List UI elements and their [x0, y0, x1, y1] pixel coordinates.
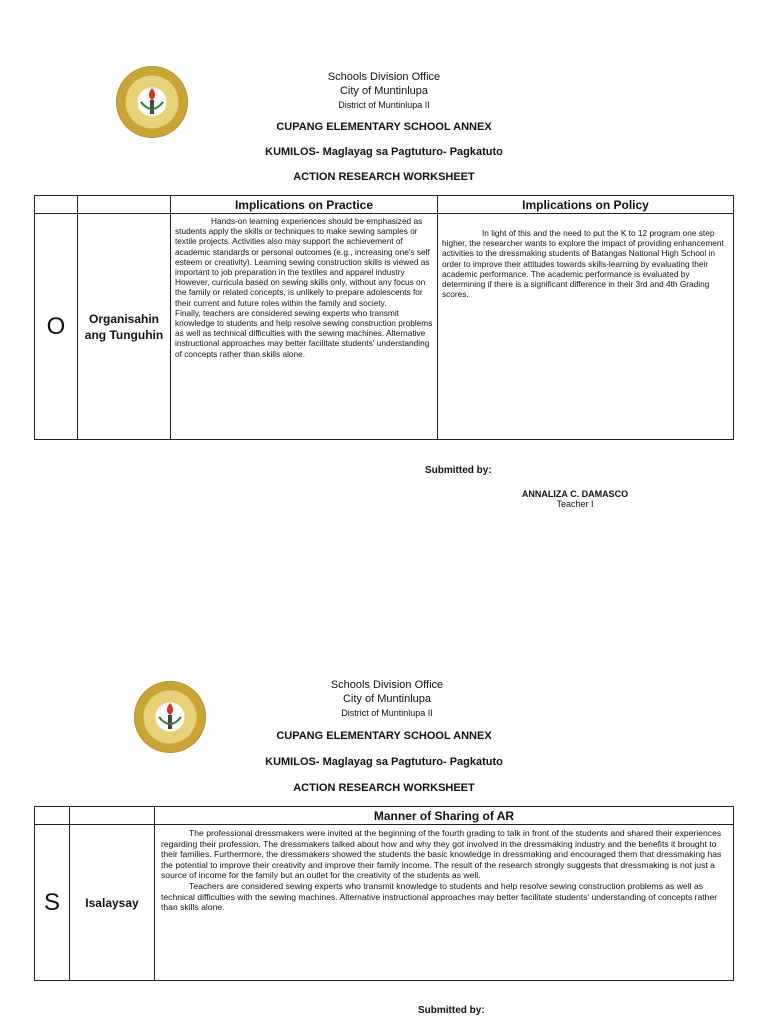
torch-icon — [156, 701, 184, 733]
city-name: City of Muntinlupa — [339, 85, 429, 97]
practice-paragraph-2: Finally, teachers are considered sewing experts who transmit knowledge to students and help resolve sewing construction problems as well as technical difficulties with the sewing machines. Alternative instructional approaches may better facilitate students' understanding of concepts rather than skills alone. — [175, 307, 433, 359]
submitted-by-label: Submitted by: — [418, 1005, 485, 1016]
district-name: District of Muntinlupa II — [341, 708, 433, 718]
city-name: City of Muntinlupa — [342, 693, 432, 705]
header-policy: Implications on Policy — [438, 196, 734, 214]
header-manner: Manner of Sharing of AR — [155, 807, 734, 825]
motto: KUMILOS- Maglayag sa Pagtuturo- Pagkatuto — [265, 756, 503, 768]
office-name: Schools Division Office — [327, 71, 441, 83]
row-letter: S — [35, 825, 70, 981]
worksheet-title: ACTION RESEARCH WORKSHEET — [293, 782, 475, 794]
manner-paragraph-2: Teachers are considered sewing experts who transmit knowledge to students and help resolve sewing construction problems as well as technical difficulties with the sewing machines. Alternative instructional approaches may better facilitate students' understanding of concepts rather than skills alone. — [161, 880, 718, 913]
policy-paragraph: In light of this and the need to put the K to 12 program one step higher, the researcher wants to explore the impact of providing enhancement activities to the dressmaking students of Batangas National High School in order to improve their attitudes towards skills-learning by evaluating their academic performance. The academic performance is evaluated by determining if there is a significant difference in their 3rd and 4th Grading scores. — [442, 228, 724, 300]
office-name: Schools Division Office — [330, 679, 444, 691]
signatory-role: Teacher I — [556, 499, 594, 509]
implications-table — [34, 195, 734, 440]
district-name: District of Muntinlupa II — [338, 100, 430, 110]
practice-paragraph-1: Hands-on learning experiences should be emphasized as students apply the skills or techniques to make sewing samples or textile projects. Activities also may support the achievement of academic standards or personal outcomes (e.g., increasing one's self esteem or creativity). Learning sewing construction skills is viewed as important to job preparation in the textiles and apparel industry However, curricula based on sewing skills only, without any focus on the family or related concepts, is unlikely to prepare adolescents for their current and future roles within the family and society. — [175, 216, 430, 308]
practice-cell — [171, 214, 438, 440]
header-practice: Implications on Practice — [171, 196, 438, 214]
motto: KUMILOS- Maglayag sa Pagtuturo- Pagkatuto — [265, 146, 503, 158]
worksheet-title: ACTION RESEARCH WORKSHEET — [293, 171, 475, 183]
policy-cell — [438, 214, 734, 440]
school-seal-logo — [116, 66, 188, 138]
row-label: Organisahin ang Tunguhin — [78, 214, 171, 440]
school-name: CUPANG ELEMENTARY SCHOOL ANNEX — [276, 730, 492, 742]
page1-header — [234, 70, 534, 112]
page2-header — [237, 678, 537, 720]
torch-icon — [138, 86, 166, 118]
manner-cell — [155, 825, 734, 981]
school-name: CUPANG ELEMENTARY SCHOOL ANNEX — [276, 121, 492, 133]
manner-paragraph-1: The professional dressmakers were invited at the beginning of the fourth grading to talk in front of the students and shared their experiences regarding their profession. The dressmakers talked about how and why they got involved in the dressmaking industry and the benefits it brought to their families. Furthermore, the dressmakers showed the students the basic knowledge in dressmaking and encouraged them that dressmaking has the potential to improve their creativity and improve their family income. The result of the research strongly suggests that dressmaking is not just a source of income for the family but an outlet for the creativity of the students as well. — [161, 828, 722, 881]
row-letter: O — [35, 214, 78, 440]
signatory — [490, 489, 660, 509]
signatory-name: ANNALIZA C. DAMASCO — [521, 489, 629, 499]
school-seal-logo-2 — [134, 681, 206, 753]
manner-table — [34, 806, 734, 981]
row-label: Isalaysay — [70, 825, 155, 981]
submitted-by-label: Submitted by: — [425, 465, 492, 476]
